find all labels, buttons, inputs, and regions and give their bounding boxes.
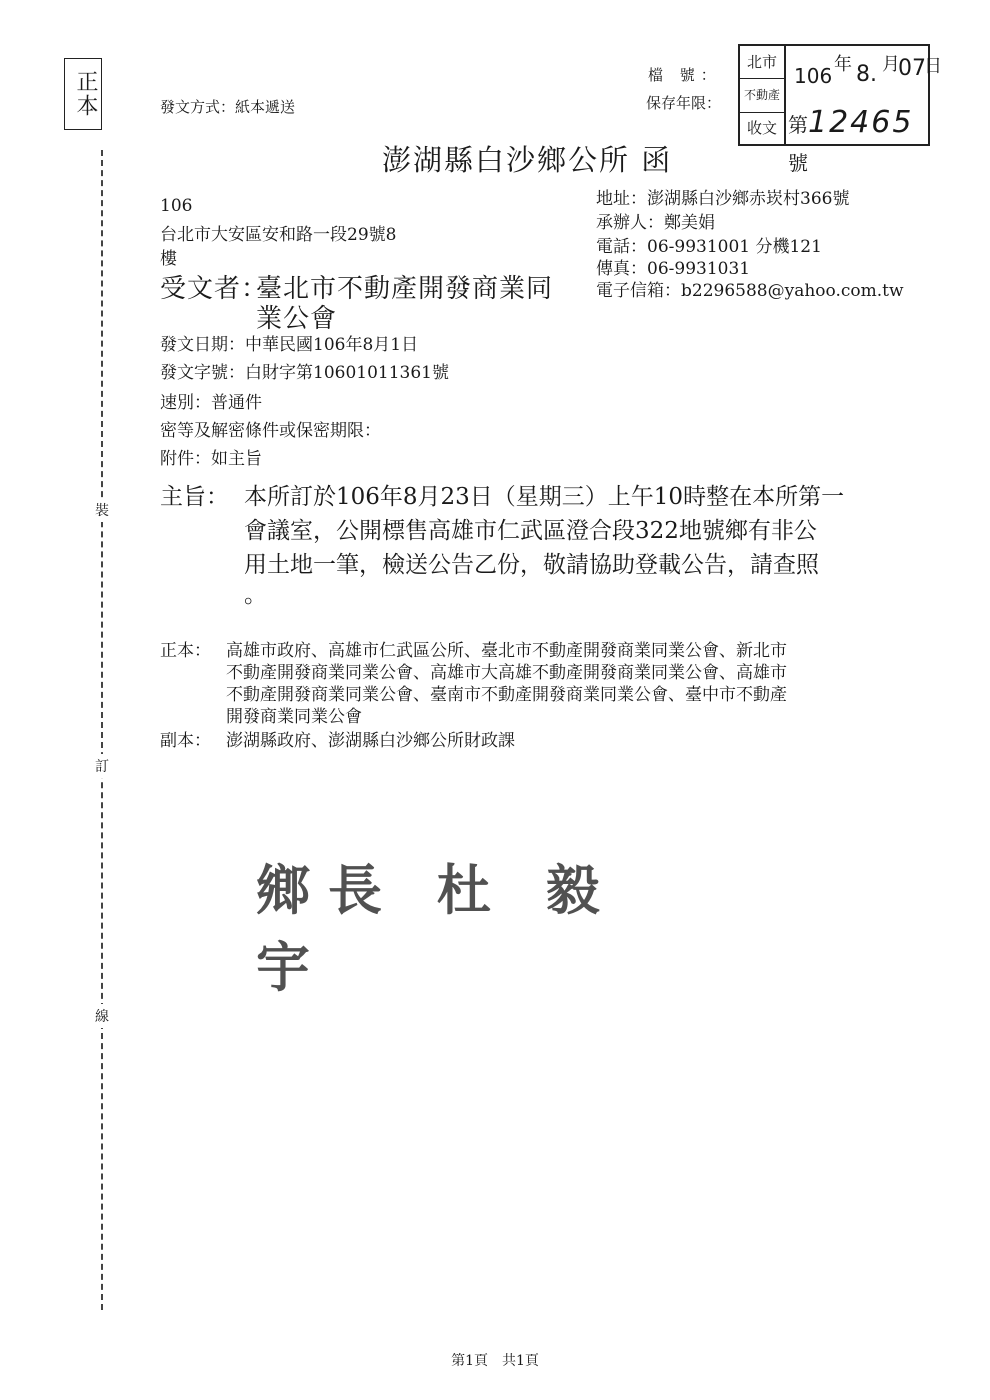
original-recipients-label: 正本： — [160, 641, 211, 661]
delivery-speed: 速別：普通件 — [160, 393, 262, 413]
stamp-received: 收文 — [740, 112, 786, 144]
original-recipients-line4: 開發商業同業公會 — [226, 707, 362, 727]
secrecy-level: 密等及解密條件或保密期限： — [160, 421, 381, 441]
binding-mark-ding: 訂 — [94, 754, 110, 778]
subject-line2: 會議室，公開標售高雄市仁武區澄合段322地號鄉有非公 — [244, 518, 817, 544]
file-number-label: 檔 號： — [648, 66, 722, 84]
binding-dashed-line — [101, 150, 103, 1310]
document-title: 澎湖縣白沙鄉公所 函 — [382, 143, 673, 177]
stamp-serial: 第12465號 — [788, 105, 914, 175]
original-recipients-line3: 不動產開發商業同業公會、臺南市不動產開發商業同業公會、臺中市不動產 — [226, 685, 787, 705]
issue-date: 發文日期：中華民國106年8月1日 — [160, 335, 419, 355]
original-recipients-line2: 不動產開發商業同業公會、高雄市大高雄不動產開發商業同業公會、高雄市 — [226, 663, 787, 683]
subject-line4: 。 — [244, 582, 267, 608]
recipient-name-line1: 臺北市不動產開發商業同 — [256, 274, 554, 304]
stamp-org: 北市 — [740, 46, 786, 79]
stamp-date: 106 年 8. 月 07 日 — [794, 54, 942, 88]
receipt-stamp — [738, 44, 942, 175]
recipient-address-line1: 台北市大安區安和路一段29號8 — [160, 225, 397, 245]
copy-recipients-label: 副本： — [160, 731, 211, 751]
recipient-name-line2: 業公會 — [256, 304, 338, 334]
original-copy-mark: 正本 — [64, 58, 102, 130]
subject-label: 主旨： — [160, 484, 229, 510]
recipient-address-line2: 樓 — [160, 249, 177, 269]
recipient-label: 受文者： — [160, 274, 269, 304]
sender-email: 電子信箱：b2296588@yahoo.com.tw — [596, 281, 904, 301]
sender-fax: 傳真：06-9931031 — [596, 259, 751, 279]
binding-mark-xian: 線 — [94, 1004, 110, 1028]
sender-address: 地址：澎湖縣白沙鄉赤崁村366號 — [596, 189, 850, 209]
original-recipients-line1: 高雄市政府、高雄市仁武區公所、臺北市不動產開發商業同業公會、新北市 — [226, 641, 787, 661]
mayor-signature: 鄉長 杜 毅 宇 — [256, 858, 618, 999]
sender-phone: 電話：06-9931001 分機121 — [596, 237, 822, 257]
stamp-dept: 不動產 — [740, 78, 786, 113]
subject-line1: 本所訂於106年8月23日（星期三）上午10時整在本所第一 — [244, 484, 845, 510]
document-number: 發文字號：白財字第10601011361號 — [160, 363, 449, 383]
recipient-postal-code: 106 — [160, 196, 193, 216]
copy-recipients-line: 澎湖縣政府、澎湖縣白沙鄉公所財政課 — [226, 731, 515, 751]
sender-contact: 承辦人：鄭美娟 — [596, 213, 715, 233]
page-footer: 第1頁 共1頁 — [451, 1353, 539, 1369]
retention-label: 保存年限： — [646, 94, 722, 112]
binding-mark-zhuang: 裝 — [94, 498, 110, 522]
attachment: 附件：如主旨 — [160, 449, 262, 469]
send-method: 發文方式：紙本遞送 — [160, 98, 296, 116]
subject-line3: 用土地一筆，檢送公告乙份，敬請協助登載公告，請查照 — [244, 552, 819, 578]
